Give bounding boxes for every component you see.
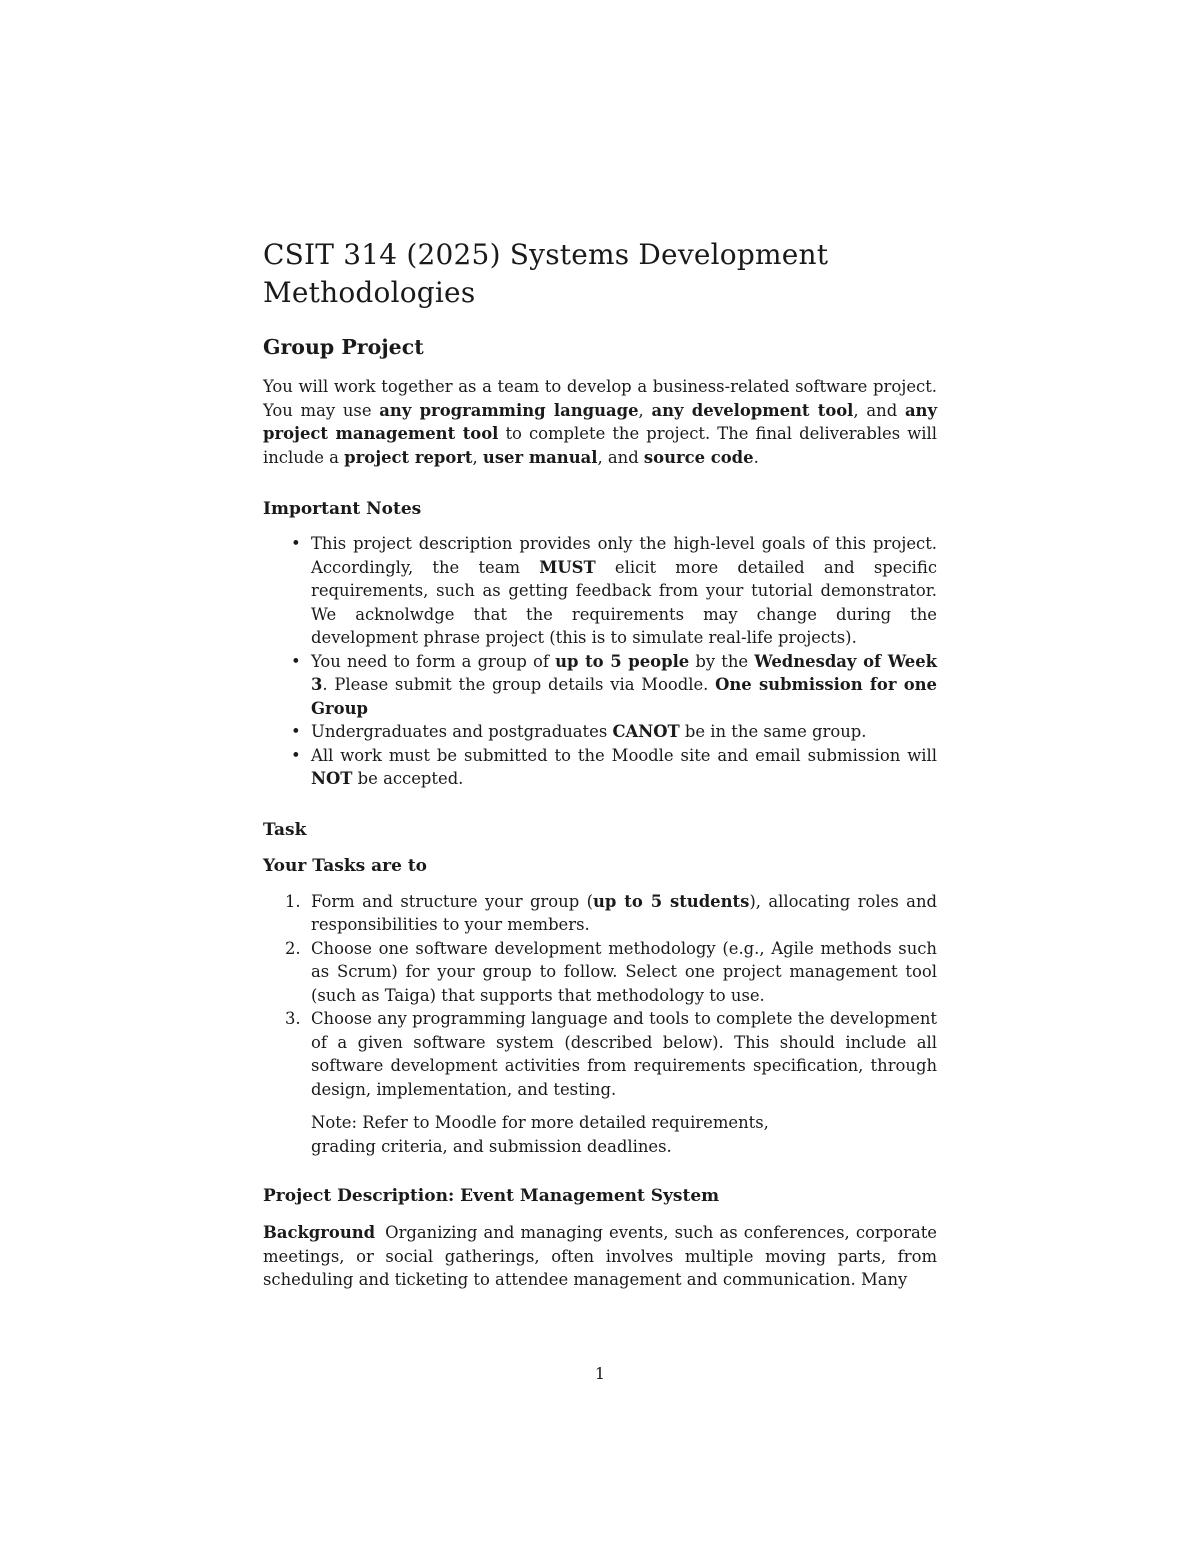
tasks-subheading: Your Tasks are to bbox=[263, 855, 428, 876]
list-item: 1. Form and structure your group (up to 5 students), allocating roles and responsibilities to your members. bbox=[285, 891, 937, 934]
note-paragraph: Note: Refer to Moodle for more detailed requirements, grading criteria, and submission deadlines. bbox=[311, 1113, 769, 1156]
bullet-icon: • bbox=[291, 745, 301, 765]
list-item: 3. Choose any programming language and tools to complete the development of a given software system (described below). This should include all software development activities from requirements specification, through design, implementation, and testing. bbox=[285, 1009, 937, 1099]
list-item: • All work must be submitted to the Moodle site and email submission will NOT be accepted. bbox=[291, 745, 937, 788]
intro-paragraph: You will work together as a team to develop a business-related software project. You may use any programming language, any development tool, and any project management tool to complete the project. The final deliverables will include a project report, user manual, and source code. bbox=[263, 377, 937, 467]
item-number: 1. bbox=[285, 891, 301, 911]
bullet-icon: • bbox=[291, 722, 301, 741]
tasks-list bbox=[263, 890, 937, 1102]
item-number: 3. bbox=[285, 1009, 301, 1028]
task-heading: Task bbox=[263, 819, 307, 840]
project-description-heading: Project Description: Event Management System bbox=[263, 1186, 720, 1206]
bullet-icon: • bbox=[291, 651, 301, 671]
important-notes-heading: Important Notes bbox=[263, 499, 422, 519]
group-project-heading: Group Project bbox=[263, 335, 424, 359]
item-number: 2. bbox=[285, 938, 301, 958]
background-paragraph: Background Organizing and managing events, such as conferences, corporate meetings, or social gatherings, often involves multiple moving parts, from scheduling and ticketing to attendee management and communication. Many bbox=[263, 1223, 937, 1289]
document-title: CSIT 314 (2025) Systems Development Methodologies bbox=[263, 238, 829, 309]
list-item: • This project description provides only the high-level goals of this project. Accordingly, the team MUST elicit more detailed and specific requirements, such as getting feedback from your tutorial demonstrator. We acknolwdge that the requirements may change during the development phrase project (this is to simulate real-life projects). bbox=[291, 534, 937, 647]
list-item: • You need to form a group of up to 5 people by the Wednesday of Week 3. Please submit the group details via Moodle. One submission for one Group bbox=[291, 651, 937, 718]
page-number: 1 bbox=[594, 1364, 606, 1383]
important-notes-list bbox=[263, 532, 937, 791]
background-label: Background bbox=[263, 1223, 376, 1242]
document-page bbox=[263, 236, 937, 1292]
list-item: 2. Choose one software development methodology (e.g., Agile methods such as Scrum) for your group to follow. Select one project management tool (such as Taiga) that supports that methodology to use. bbox=[285, 938, 937, 1005]
bullet-icon: • bbox=[291, 534, 301, 553]
list-item: • Undergraduates and postgraduates CANOT be in the same group. bbox=[311, 720, 937, 744]
